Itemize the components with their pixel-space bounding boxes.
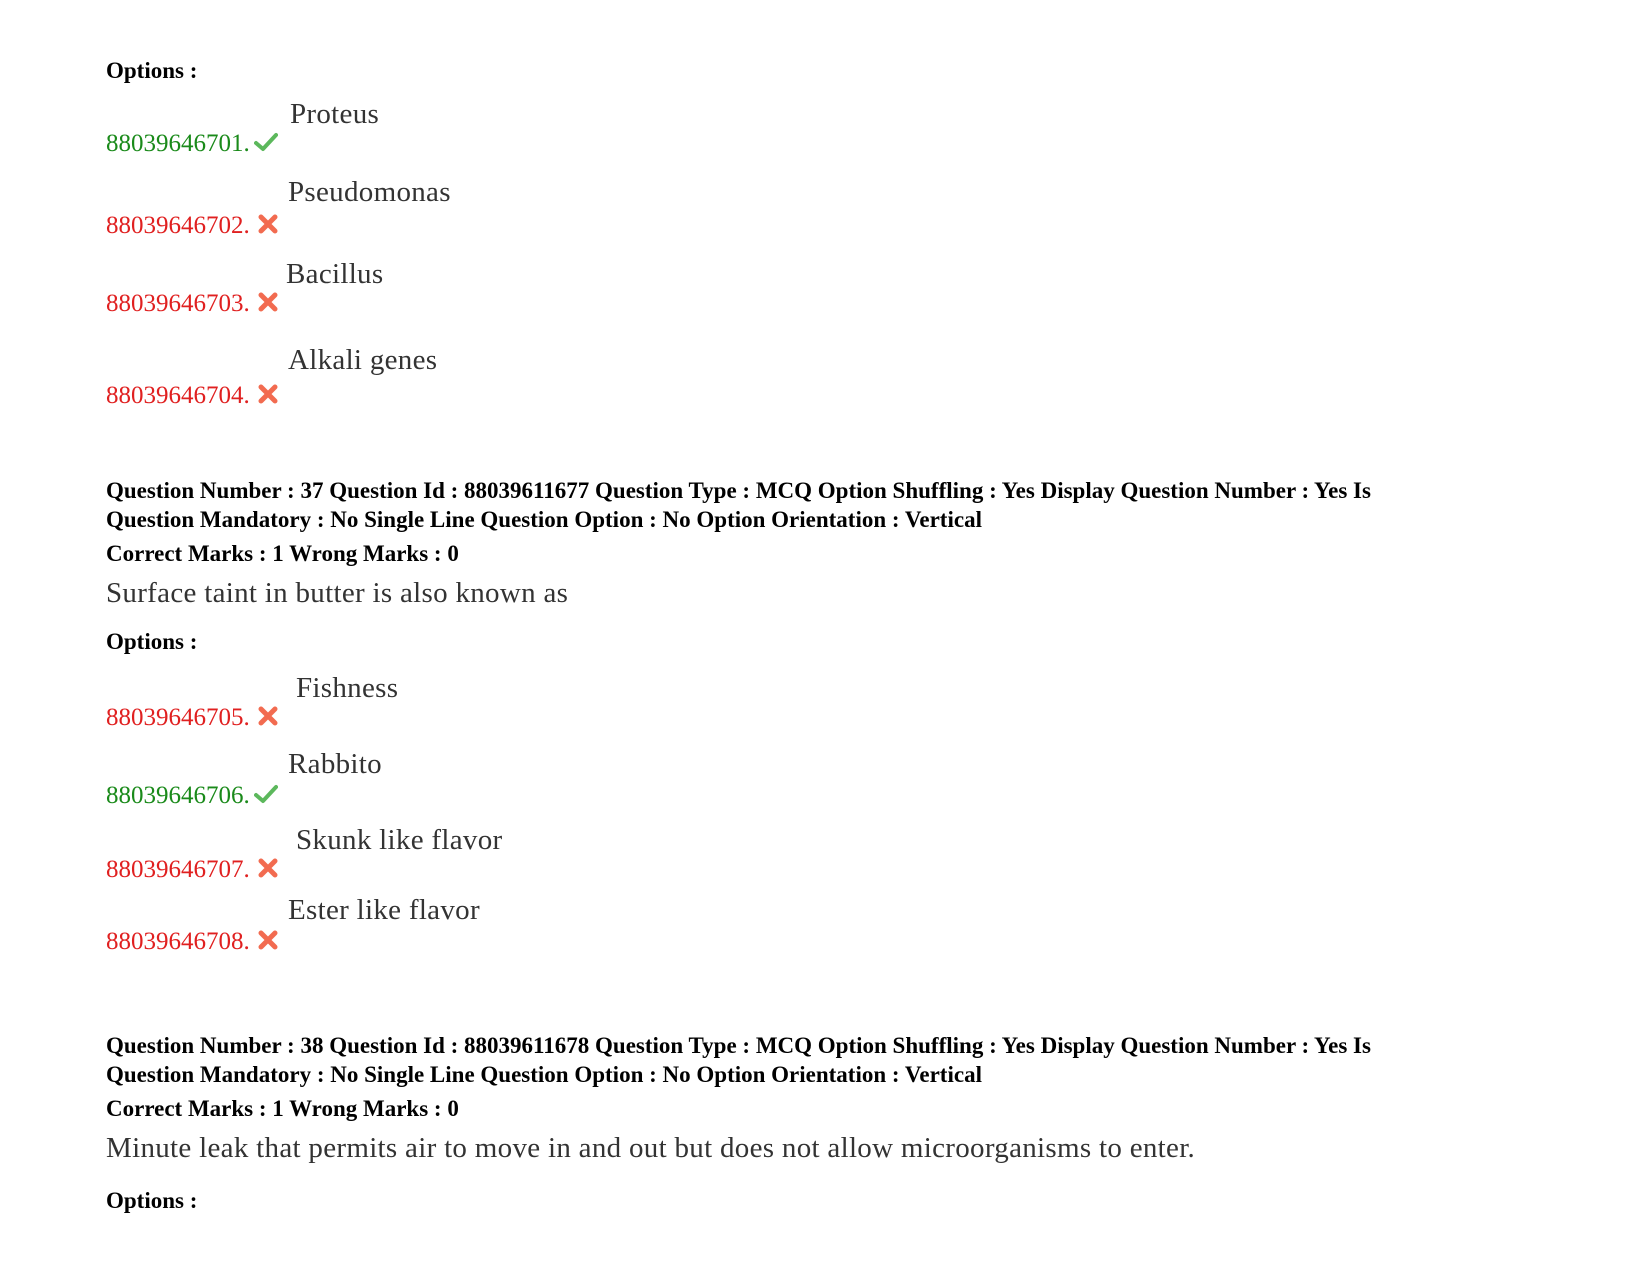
option-row xyxy=(106,824,806,884)
option-row xyxy=(106,672,806,732)
option-id: 88039646704. xyxy=(106,382,250,409)
check-icon xyxy=(254,782,278,806)
option-row xyxy=(106,176,806,240)
cross-icon xyxy=(256,856,280,880)
option-id: 88039646703. xyxy=(106,290,250,317)
option-row xyxy=(106,98,806,158)
option-text: Bacillus xyxy=(286,258,384,290)
question-meta-line: Question Number : 38 Question Id : 88039611678 Question Type : MCQ Option Shuffling : Yes Display Question Number : Yes Is xyxy=(106,1033,1371,1058)
option-id: 88039646707. xyxy=(106,856,250,883)
option-text: Ester like flavor xyxy=(288,894,480,926)
option-text: Fishness xyxy=(296,672,399,704)
option-text: Pseudomonas xyxy=(288,176,451,208)
option-text: Skunk like flavor xyxy=(296,824,503,856)
cross-icon xyxy=(256,928,280,952)
question-marks: Correct Marks : 1 Wrong Marks : 0 xyxy=(106,1096,459,1121)
options-label: Options : xyxy=(106,58,198,83)
cross-icon xyxy=(256,290,280,314)
option-row xyxy=(106,896,806,956)
option-text: Rabbito xyxy=(288,748,382,780)
cross-icon xyxy=(256,704,280,728)
option-row xyxy=(106,258,806,318)
question-meta-line: Question Mandatory : No Single Line Question Option : No Option Orientation : Vertical xyxy=(106,1062,982,1087)
option-id: 88039646701. xyxy=(106,130,250,157)
option-row xyxy=(106,750,806,810)
question-meta-line: Question Number : 37 Question Id : 88039611677 Question Type : MCQ Option Shuffling : Yes Display Question Number : Yes Is xyxy=(106,478,1371,503)
question-meta xyxy=(106,1031,1546,1089)
cross-icon xyxy=(256,382,280,406)
options-label: Options : xyxy=(106,1188,198,1213)
option-row xyxy=(106,344,806,410)
options-label: Options : xyxy=(106,629,198,654)
question-meta-line: Question Mandatory : No Single Line Question Option : No Option Orientation : Vertical xyxy=(106,507,982,532)
question-meta xyxy=(106,476,1546,534)
question-text: Surface taint in butter is also known as xyxy=(106,577,569,609)
option-id: 88039646708. xyxy=(106,928,250,955)
question-marks: Correct Marks : 1 Wrong Marks : 0 xyxy=(106,541,459,566)
option-id: 88039646705. xyxy=(106,704,250,731)
check-icon xyxy=(254,130,278,154)
question-text: Minute leak that permits air to move in and out but does not allow microorganisms to enter. xyxy=(106,1132,1196,1164)
option-text: Alkali genes xyxy=(288,344,438,376)
option-text: Proteus xyxy=(290,98,380,130)
option-id: 88039646706. xyxy=(106,782,250,809)
cross-icon xyxy=(256,212,280,236)
option-id: 88039646702. xyxy=(106,212,250,239)
